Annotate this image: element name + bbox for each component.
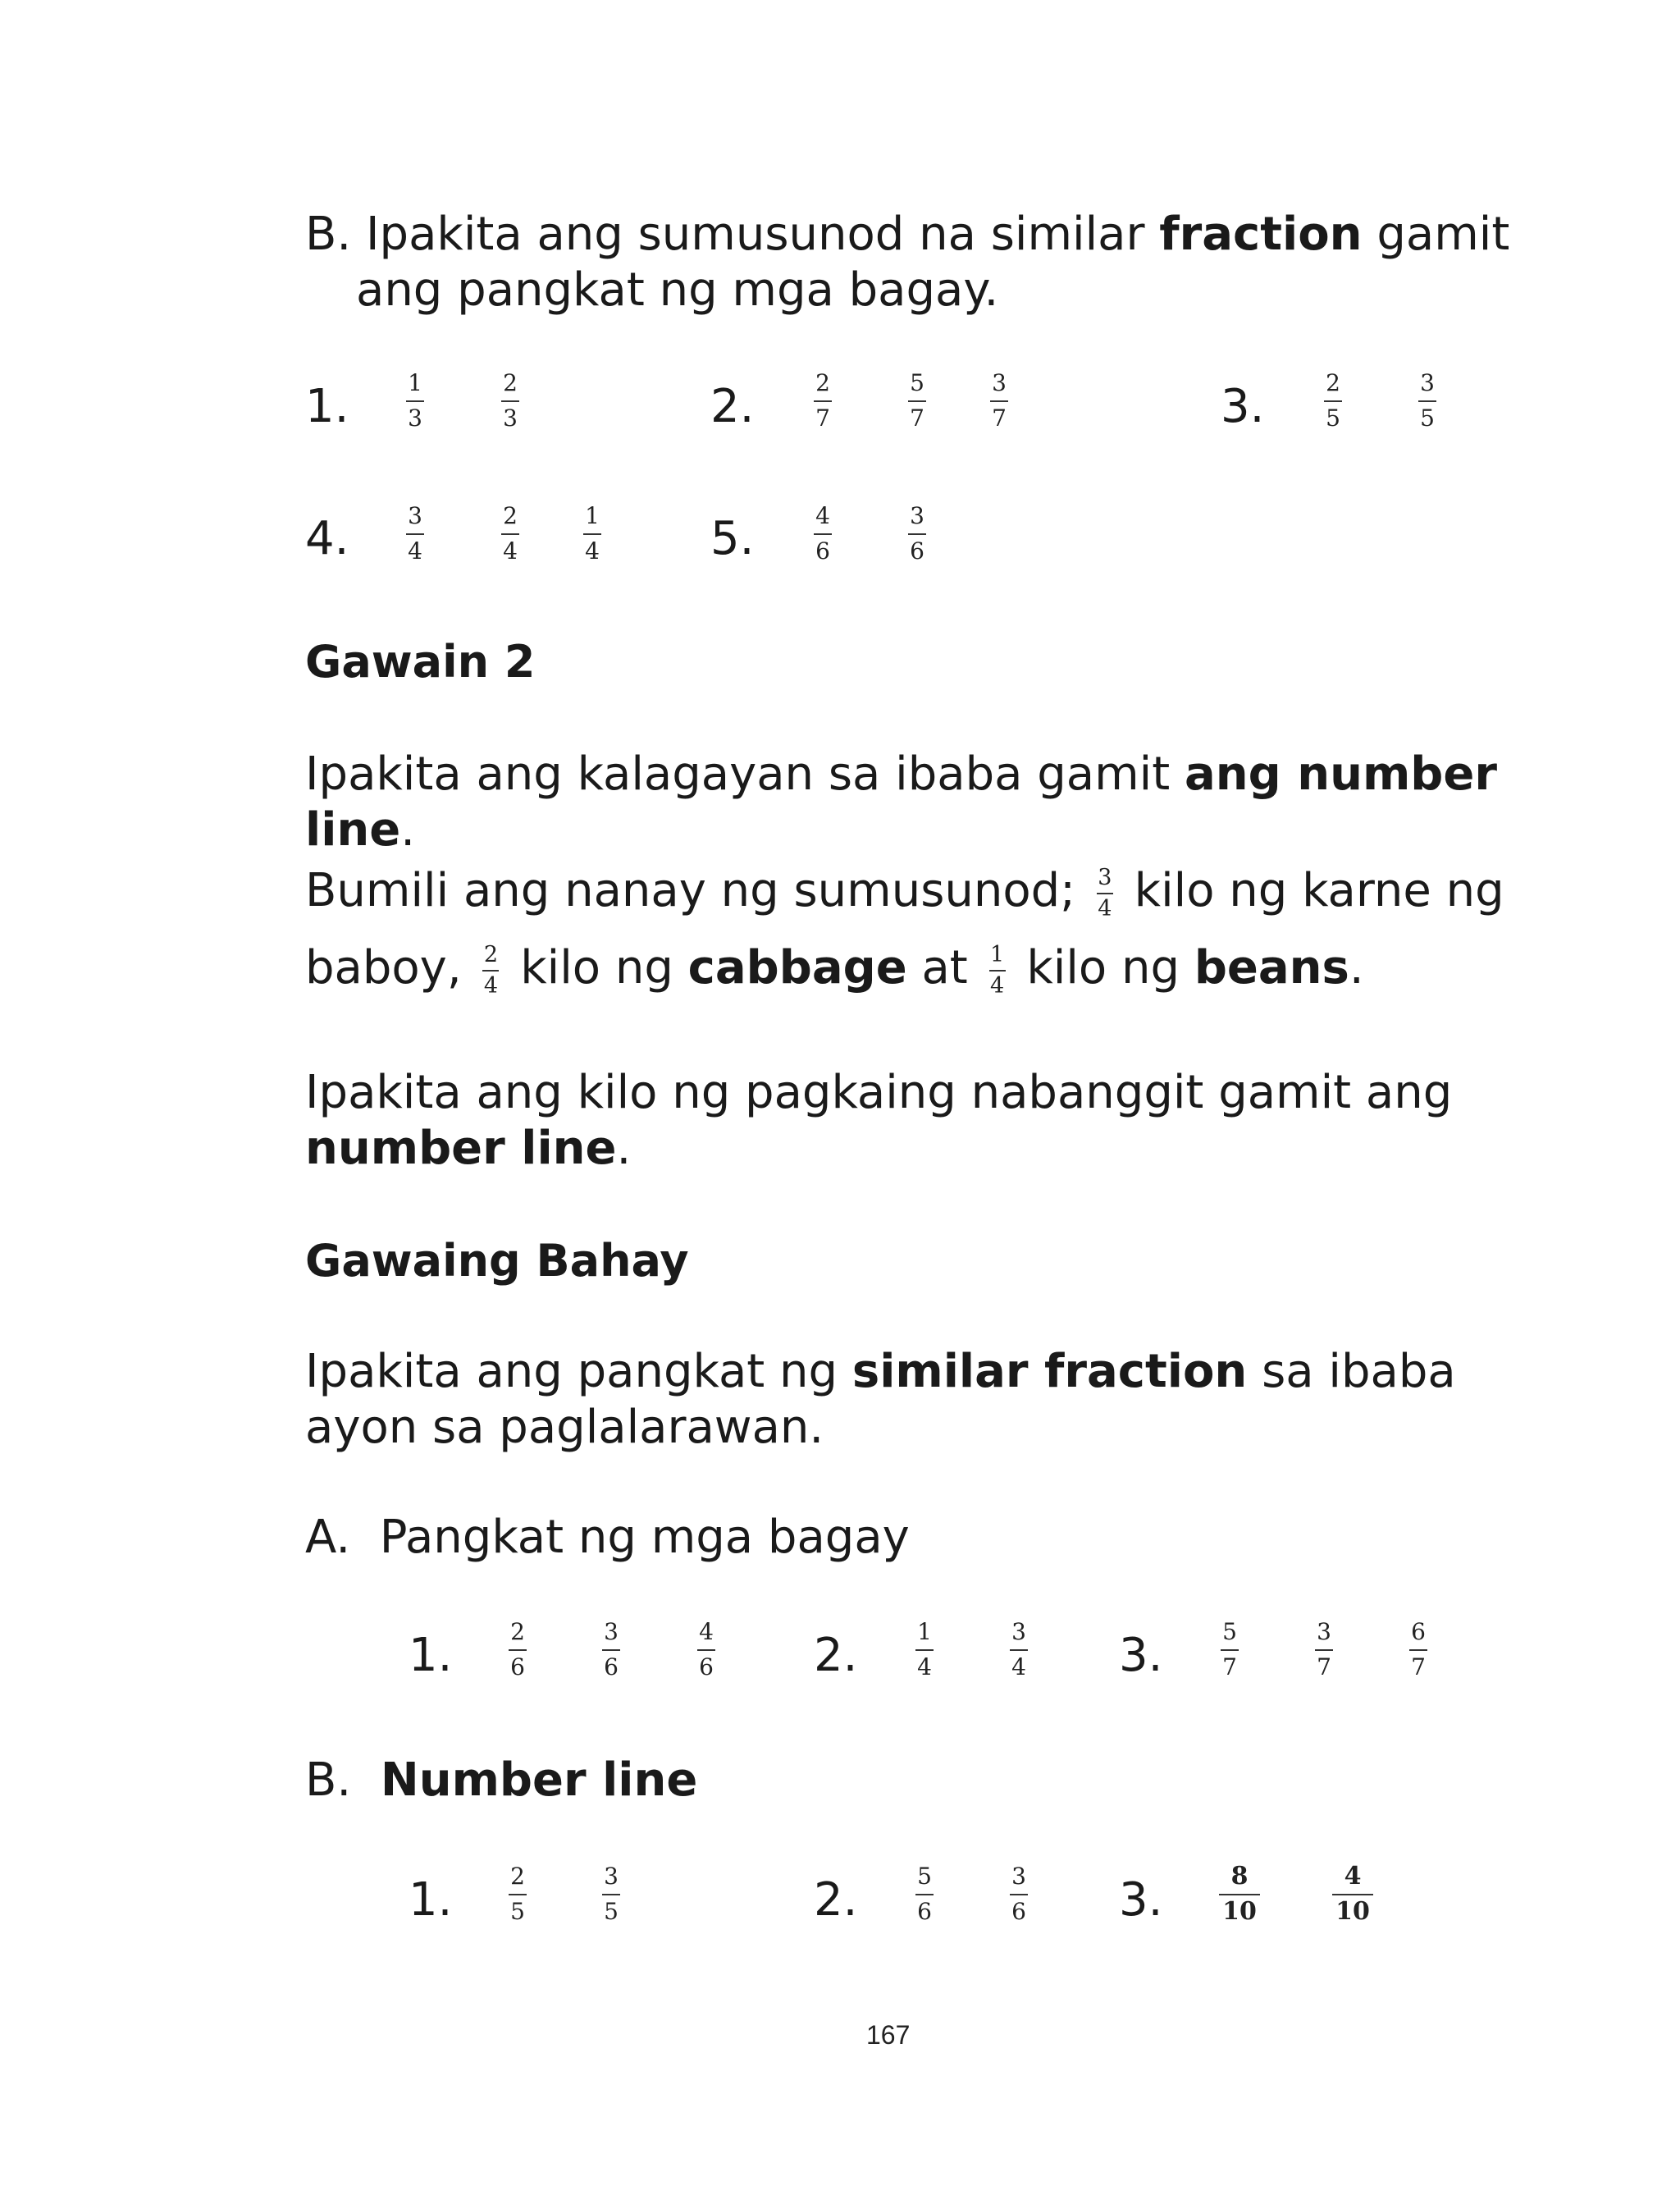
fraction: 4 6 xyxy=(814,504,832,564)
fraction: 2 5 xyxy=(509,1864,527,1924)
page-number: 167 xyxy=(866,2020,911,2050)
fraction: 5 6 xyxy=(915,1864,934,1924)
fraction: 3 5 xyxy=(1418,371,1436,431)
fraction: 8 10 xyxy=(1219,1864,1260,1924)
gawain2-p1-line2 xyxy=(305,802,415,858)
fraction: 1 4 xyxy=(583,504,601,564)
bold-text: ang number xyxy=(1184,748,1497,801)
item-number: 5. xyxy=(710,512,755,565)
gawain2-p3-line2 xyxy=(305,1121,631,1177)
gawaing-bahay-p1-line2: ayon sa paglalarawan. xyxy=(305,1401,824,1454)
section-b-text-end: gamit xyxy=(1362,208,1510,261)
inline-fraction: $\frac{1}{4}$ xyxy=(989,941,1005,999)
bold-text: beans xyxy=(1194,941,1349,994)
text: Ipakita ang pangkat ng xyxy=(305,1345,852,1398)
item-number: 3. xyxy=(1119,1873,1163,1927)
item-number: 4. xyxy=(305,512,349,565)
text: Ipakita ang kalagayan sa ibaba gamit xyxy=(305,748,1185,801)
part-title: Pangkat ng mga bagay xyxy=(379,1511,910,1564)
fraction: 3 5 xyxy=(602,1864,620,1924)
part-title: Number line xyxy=(380,1753,698,1807)
text: . xyxy=(400,803,416,857)
fraction: 4 6 xyxy=(697,1620,715,1680)
fraction: 3 4 xyxy=(406,504,424,564)
gawain2-p2-line1 xyxy=(305,863,1504,921)
gawain2-p3-line1: Ipakita ang kilo ng pagkaing nabanggit gamit ang xyxy=(305,1066,1453,1119)
part-label: B. xyxy=(305,1753,352,1807)
inline-fraction: $\frac{3}{4}$ xyxy=(1098,864,1112,921)
item-number: 1. xyxy=(409,1873,453,1927)
bold-text: cabbage xyxy=(687,941,907,994)
text: . xyxy=(1349,941,1364,994)
fraction: 3 7 xyxy=(1315,1620,1333,1680)
gawain2-heading: Gawain 2 xyxy=(305,636,536,688)
part-a-title xyxy=(305,1510,910,1566)
item-number: 1. xyxy=(305,380,349,433)
section-b-bold: fraction xyxy=(1159,208,1363,261)
item-number: 2. xyxy=(814,1629,858,1682)
bold-text: similar fraction xyxy=(851,1345,1248,1398)
item-number: 3. xyxy=(1119,1629,1163,1682)
section-b-line2: ang pangkat ng mga bagay. xyxy=(356,263,999,317)
text: . xyxy=(616,1122,632,1175)
fraction: 4 10 xyxy=(1332,1864,1373,1924)
fraction: 3 6 xyxy=(908,504,926,564)
section-b-label: B. xyxy=(305,208,352,261)
part-b-title xyxy=(305,1753,697,1808)
fraction: 3 7 xyxy=(990,371,1008,431)
section-b-line1 xyxy=(305,207,1509,263)
fraction: 3 6 xyxy=(1010,1864,1028,1924)
fraction: 5 7 xyxy=(1221,1620,1239,1680)
bold-text: line xyxy=(305,803,401,857)
fraction: 2 4 xyxy=(501,504,519,564)
gawain2-p2-line2 xyxy=(305,940,1364,998)
fraction: 2 7 xyxy=(814,371,832,431)
fraction: 1 4 xyxy=(915,1620,934,1680)
item-number: 2. xyxy=(710,380,755,433)
fraction: 6 7 xyxy=(1409,1620,1427,1680)
bold-text: number line xyxy=(305,1122,617,1175)
fraction: 1 3 xyxy=(406,371,424,431)
item-number: 3. xyxy=(1221,380,1265,433)
fraction: 3 6 xyxy=(602,1620,620,1680)
fraction: 2 5 xyxy=(1324,371,1342,431)
section-b-text: Ipakita ang sumusunod na similar xyxy=(366,208,1160,261)
item-number: 2. xyxy=(814,1873,858,1927)
text: kilo ng karne ng xyxy=(1119,864,1504,917)
item-number: 1. xyxy=(409,1629,453,1682)
text: at xyxy=(906,941,983,994)
fraction: 2 3 xyxy=(501,371,519,431)
part-label: A. xyxy=(305,1511,351,1564)
text: kilo ng xyxy=(505,941,688,994)
gawaing-bahay-p1-line1 xyxy=(305,1344,1456,1400)
text: Bumili ang nanay ng sumusunod; xyxy=(305,864,1090,917)
gawain2-p1-line1 xyxy=(305,747,1497,802)
text: sa ibaba xyxy=(1247,1345,1456,1398)
text: baboy, xyxy=(305,941,477,994)
text: kilo ng xyxy=(1011,941,1194,994)
fraction: 5 7 xyxy=(908,371,926,431)
fraction: 3 4 xyxy=(1010,1620,1028,1680)
gawaing-bahay-heading: Gawaing Bahay xyxy=(305,1235,689,1287)
inline-fraction: $\frac{2}{4}$ xyxy=(483,941,499,999)
fraction: 2 6 xyxy=(509,1620,527,1680)
